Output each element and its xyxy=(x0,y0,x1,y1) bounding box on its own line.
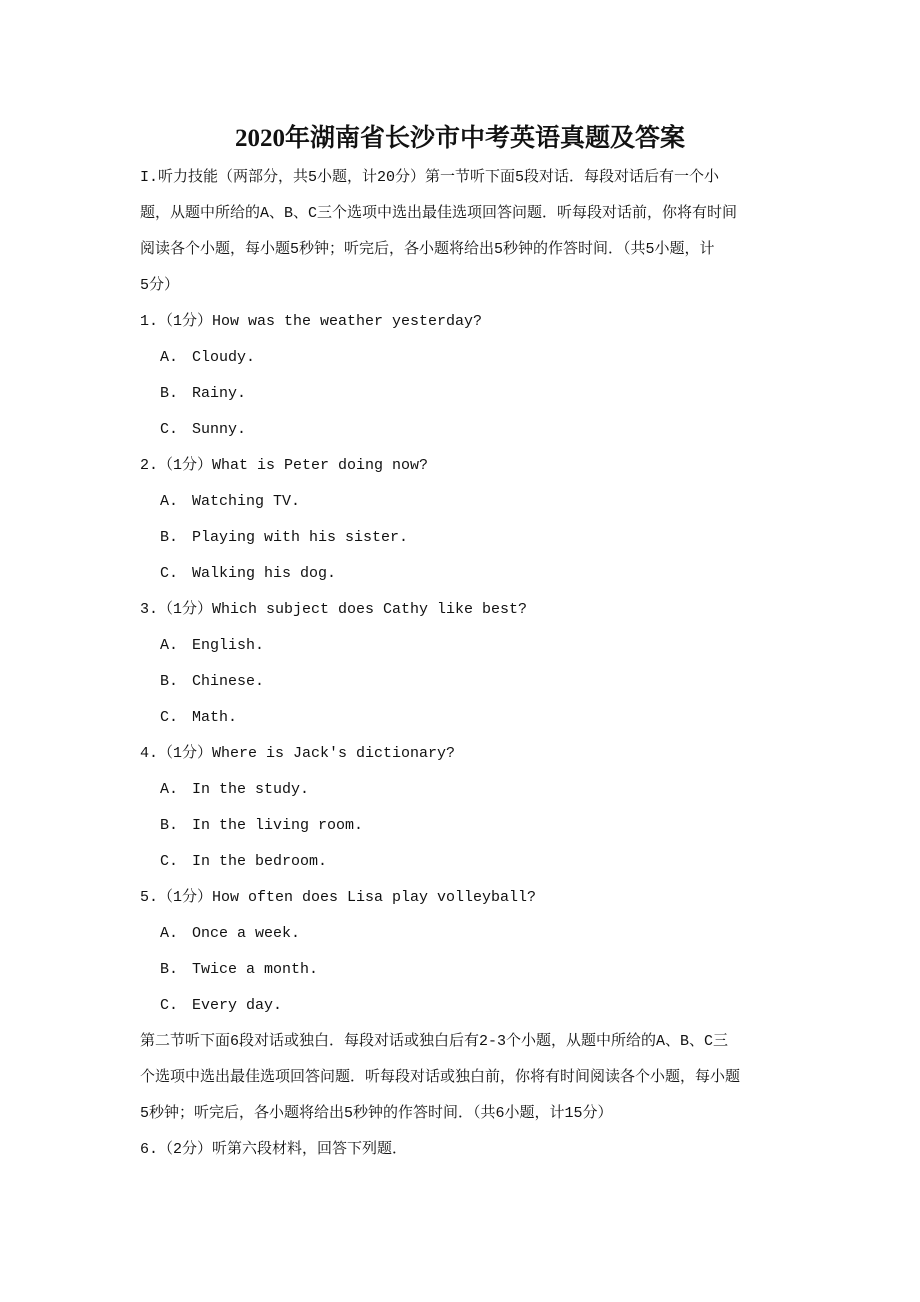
document-title: 2020年湖南省长沙市中考英语真题及答案 xyxy=(234,125,685,152)
answer-option xyxy=(140,778,790,814)
option-letter: A. xyxy=(160,493,179,510)
question-stem: 5.（1分）How often does Lisa play volleyball? xyxy=(140,889,537,906)
option-text: English. xyxy=(192,637,265,654)
option-letter: A. xyxy=(160,637,179,654)
question xyxy=(140,598,790,742)
answer-option xyxy=(140,706,790,742)
option-letter: B. xyxy=(160,529,179,546)
option-text: Math. xyxy=(192,709,238,726)
answer-option xyxy=(140,994,790,1030)
option-letter: B. xyxy=(160,817,179,834)
answer-option xyxy=(140,670,790,706)
question-stem: 2.（1分）What is Peter doing now? xyxy=(140,457,429,474)
answer-option xyxy=(140,562,790,598)
answer-option xyxy=(140,526,790,562)
option-text: Sunny. xyxy=(192,421,247,438)
answer-option xyxy=(140,418,790,454)
option-text: Cloudy. xyxy=(192,349,256,366)
option-text: Chinese. xyxy=(192,673,265,690)
question xyxy=(140,742,790,886)
option-letter: C. xyxy=(160,853,179,870)
option-letter: B. xyxy=(160,385,179,402)
option-letter: B. xyxy=(160,673,179,690)
intro-line: 阅读各个小题，每小题5秒钟；听完后，各小题将给出5秒钟的作答时间．（共5小题，计 xyxy=(140,241,715,258)
option-text: Watching TV. xyxy=(192,493,301,510)
option-letter: A. xyxy=(160,781,179,798)
option-text: Every day. xyxy=(192,997,283,1014)
option-letter: C. xyxy=(160,421,179,438)
option-text: Rainy. xyxy=(192,385,247,402)
question xyxy=(140,310,790,454)
intro-line: 5秒钟；听完后，各小题将给出5秒钟的作答时间．（共6小题，计15分） xyxy=(140,1105,613,1122)
answer-option xyxy=(140,922,790,958)
question-stem: 1.（1分）How was the weather yesterday? xyxy=(140,313,483,330)
section2-intro xyxy=(140,1030,790,1138)
intro-line: 题，从题中所给的A、B、C三个选项中选出最佳选项回答问题．听每段对话前，你将有时间 xyxy=(140,205,738,222)
option-letter: A. xyxy=(160,349,179,366)
question-6-stem: 6.（2分）听第六段材料，回答下列题． xyxy=(140,1141,408,1158)
document-body xyxy=(140,166,790,1174)
option-letter: C. xyxy=(160,709,179,726)
option-text: Playing with his sister. xyxy=(192,529,409,546)
question-stem: 4.（1分）Where is Jack's dictionary? xyxy=(140,745,456,762)
option-text: In the study. xyxy=(192,781,310,798)
option-text: In the living room. xyxy=(192,817,364,834)
intro-line: I.听力技能（两部分，共5小题，计20分）第一节听下面5段对话．每段对话后有一个小 xyxy=(140,169,720,186)
option-letter: B. xyxy=(160,961,179,978)
option-text: In the bedroom. xyxy=(192,853,328,870)
question-list xyxy=(140,310,790,1030)
option-letter: C. xyxy=(160,565,179,582)
section1-intro xyxy=(140,166,790,310)
question-stem: 3.（1分）Which subject does Cathy like best? xyxy=(140,601,528,618)
intro-line: 第二节听下面6段对话或独白．每段对话或独白后有2-3个小题，从题中所给的A、B、C三 xyxy=(140,1033,729,1050)
question xyxy=(140,454,790,598)
option-letter: C. xyxy=(160,997,179,1014)
option-letter: A. xyxy=(160,925,179,942)
option-text: Twice a month. xyxy=(192,961,319,978)
answer-option xyxy=(140,814,790,850)
answer-option xyxy=(140,382,790,418)
answer-option xyxy=(140,346,790,382)
option-text: Walking his dog. xyxy=(192,565,337,582)
question xyxy=(140,886,790,1030)
intro-line: 个选项中选出最佳选项回答问题．听每段对话或独白前，你将有时间阅读各个小题，每小题 xyxy=(140,1069,741,1086)
answer-option xyxy=(140,490,790,526)
intro-line: 5分） xyxy=(140,277,180,294)
answer-option xyxy=(140,850,790,886)
answer-option xyxy=(140,634,790,670)
answer-option xyxy=(140,958,790,994)
option-text: Once a week. xyxy=(192,925,301,942)
